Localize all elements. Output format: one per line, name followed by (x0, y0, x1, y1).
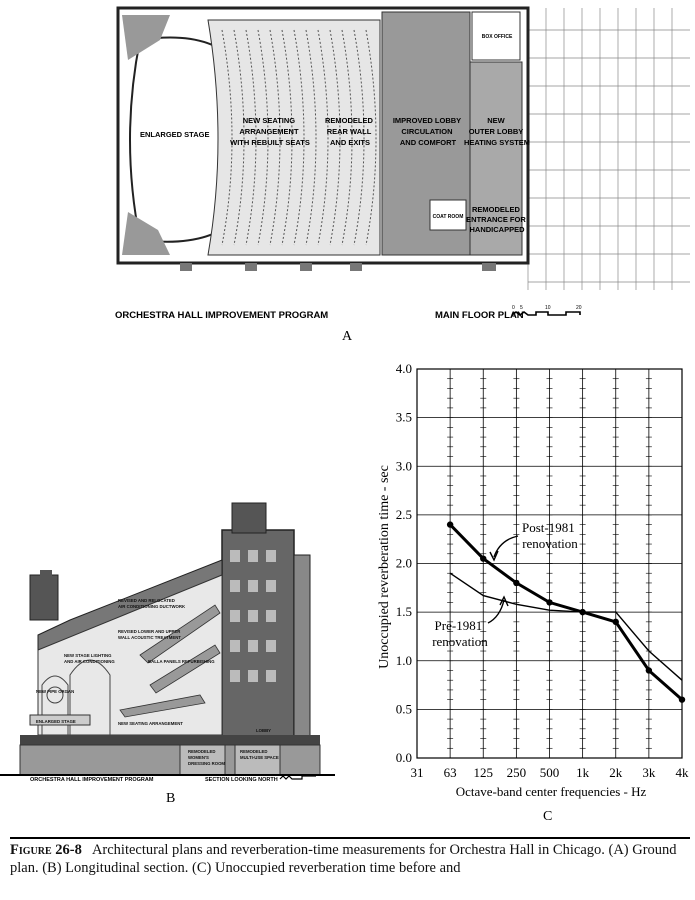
svg-text:Post-1981 renovation (522, 520, 578, 551)
label-outer-lobby-1: NEW (487, 116, 505, 125)
x-tick-label: 125 (473, 765, 493, 780)
b-label-lobby: LOBBY (256, 728, 272, 733)
plan-title: ORCHESTRA HALL IMPROVEMENT PROGRAM (115, 310, 329, 321)
b-label-acoustic-1: REVISED LOWER AND UPPER (118, 629, 181, 634)
x-tick-label: 250 (506, 765, 527, 780)
b-label-ductwork-1: REVISED AND RELOCATED (118, 598, 175, 603)
x-tick-label: 63 (443, 765, 457, 780)
section-title: ORCHESTRA HALL IMPROVEMENT PROGRAM (30, 777, 154, 783)
x-tick-label: 1k (576, 765, 590, 780)
caption-figure-number: Figure 26-8 (10, 842, 82, 858)
label-entrance-3: HANDICAPPED (469, 225, 525, 234)
section-drawing (0, 495, 360, 815)
data-point (679, 696, 685, 702)
scale-tick-5: 5 (520, 305, 523, 311)
svg-text:REVISED LOWER AND UPPER (118, 629, 182, 640)
b-label-multi-2: MULTI-USE SPACE (240, 755, 279, 760)
svg-text:REVISED AND RELOCATED AI (118, 598, 186, 609)
y-tick-label: 0.5 (395, 701, 412, 717)
data-point (546, 599, 552, 605)
data-point (480, 555, 486, 561)
b-label-seating: NEW SEATING ARRANGEMENT (118, 721, 183, 726)
annot-post-2: renovation (522, 536, 578, 551)
b-label-stage: ENLARGED STAGE (36, 719, 76, 724)
label-coat-room: COAT ROOM (432, 214, 464, 220)
label-remodeled-rear-3: AND EXITS (329, 138, 371, 147)
svg-text:NEW STAGE LIGHTING AND A (64, 653, 115, 664)
b-label-ductwork-2: AIR CONDITIONING DUCTWORK (118, 604, 186, 609)
annot-pre-2: renovation (432, 634, 488, 649)
y-tick-label: 4.0 (395, 361, 412, 376)
label-outer-lobby-3: HEATING SYSTEM (463, 138, 531, 147)
panel-letter-b: B (166, 791, 176, 806)
data-point (613, 619, 619, 625)
caption-rule (10, 837, 690, 839)
label-enlarged-stage: ENLARGED STAGE (140, 130, 210, 139)
label-box-office: BOX OFFICE (481, 34, 513, 40)
data-point (513, 580, 519, 586)
x-axis-label: Octave-band center frequencies - Hz (455, 784, 647, 799)
caption-text: Architectural plans and reverberation-time measurements for Orchestra Hall in Chicago. (A) Ground plan. (B) Longitudinal section. (C) Unoccupied reverberation time before and (10, 842, 677, 876)
y-tick-label: 3.5 (395, 409, 412, 425)
b-label-balla: BALLA PANELS REFURBISHING (148, 659, 215, 664)
x-tick-label: 500 (539, 765, 560, 780)
x-tick-label: 3k (642, 765, 656, 780)
b-label-organ: NEW PIPE ORGAN (36, 689, 75, 694)
label-entrance-1: REMODELED (471, 205, 520, 214)
y-tick-label: 1.0 (395, 652, 412, 668)
y-tick-label: 0.0 (395, 750, 412, 765)
b-label-lighting-1: NEW STAGE LIGHTING (64, 653, 112, 658)
figure-caption (10, 841, 690, 877)
y-tick-label: 2.5 (395, 506, 412, 522)
annot-pre-1: Pre-1981 (434, 618, 483, 633)
plan-grid (528, 8, 690, 290)
b-label-women-1: REMODELED (188, 749, 216, 754)
label-lobby-1: IMPROVED LOBBY (392, 116, 462, 125)
x-tick-label: 4k (675, 765, 689, 780)
panel-letter-a: A (342, 329, 353, 344)
b-label-acoustic-2: WALL ACOUSTIC TREATMENT (118, 635, 181, 640)
y-tick-label: 2.0 (395, 555, 412, 571)
svg-text:REMODELED ENTRANCE FOR (466, 205, 528, 234)
svg-text:REMODELED REAR WALL AN (325, 116, 375, 147)
label-lobby-2: CIRCULATION (401, 127, 453, 136)
data-point (447, 521, 453, 527)
floor-plan (0, 0, 695, 345)
panel-letter-c: C (543, 809, 553, 824)
scale-bar (512, 305, 582, 315)
scale-tick-20: 20 (576, 305, 582, 311)
label-new-seating-1: NEW SEATING (242, 116, 296, 125)
scale-tick-0: 0 (512, 305, 515, 311)
b-label-women-2: WOMEN'S (188, 755, 209, 760)
b-label-women-3: DRESSING ROOM (188, 761, 226, 766)
b-label-lighting-2: AND AIR CONDITIONING (64, 659, 115, 664)
svg-text:Pre-1981 renovation (432, 618, 488, 649)
x-tick-label: 2k (609, 765, 623, 780)
b-label-multi-1: REMODELED (240, 749, 268, 754)
svg-text:IMPROVED LOBBY CIRCULATION (393, 116, 463, 147)
label-new-seating-2: ARRANGEMENT (239, 127, 299, 136)
plan-label: MAIN FLOOR PLAN (435, 310, 524, 321)
reverb-chart (360, 355, 695, 835)
label-lobby-3: AND COMFORT (399, 138, 457, 147)
label-outer-lobby-2: OUTER LOBBY (468, 127, 524, 136)
label-entrance-2: ENTRANCE FOR (466, 215, 526, 224)
x-tick-label: 31 (410, 765, 424, 780)
data-point (646, 667, 652, 673)
label-remodeled-rear-2: REAR WALL (326, 127, 372, 136)
label-new-seating-3: WITH REBUILT SEATS (230, 138, 310, 147)
y-tick-label: 3.0 (395, 458, 412, 474)
annot-post-1: Post-1981 (522, 520, 575, 535)
y-tick-label: 1.5 (395, 604, 412, 620)
label-remodeled-rear-1: REMODELED (324, 116, 373, 125)
scale-tick-10: 10 (545, 305, 551, 311)
data-point (579, 609, 585, 615)
y-axis-label: Unoccupied reverberation time - sec (377, 465, 392, 669)
section-label: SECTION LOOKING NORTH (205, 777, 278, 783)
